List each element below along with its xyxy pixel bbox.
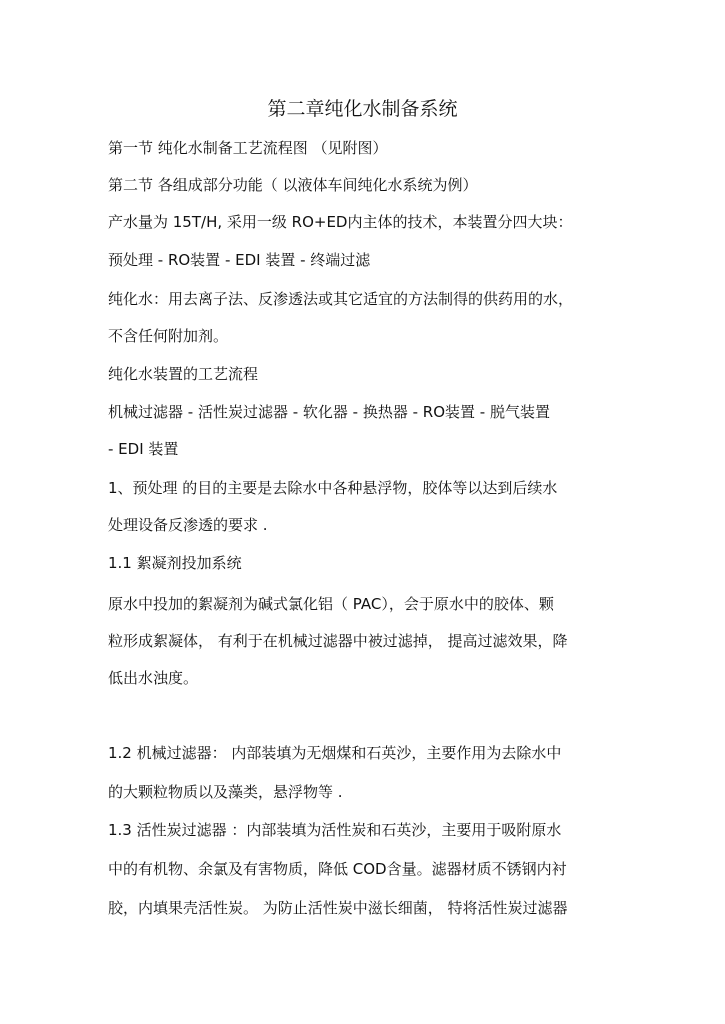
text-line: 的大颗粒物质以及藻类，悬浮物等 .	[108, 783, 343, 801]
text-line: 纯化水装置的工艺流程	[108, 365, 259, 383]
text-line: 中的有机物、余氯及有害物质，降低 COD含量。滤器材质不锈钢内衬	[108, 860, 567, 878]
page-title: 第二章纯化水制备系统	[267, 98, 458, 120]
text-line: 粒形成絮凝体， 有利于在机械过滤器中被过滤掉， 提高过滤效果，降	[108, 632, 568, 650]
text-line: 第二节 各组成部分功能（ 以液体车间纯化水系统为例）	[108, 176, 478, 194]
text-line: 不含任何附加剂。	[108, 327, 229, 345]
text-line: 1.1 絮凝剂投加系统	[108, 554, 242, 572]
text-line: 原水中投加的絮凝剂为碱式氯化铝（ PAC），会于原水中的胶体、颗	[108, 595, 554, 613]
text-line: - EDI 装置	[108, 440, 179, 458]
text-line: 低出水浊度。	[108, 669, 199, 687]
text-line: 第一节 纯化水制备工艺流程图 （见附图）	[108, 139, 388, 157]
text-line: 机械过滤器 - 活性炭过滤器 - 软化器 - 换热器 - RO装置 - 脱气装置	[108, 403, 550, 421]
text-line: 预处理 - RO装置 - EDI 装置 - 终端过滤	[108, 251, 371, 269]
text-line: 纯化水：用去离子法、反渗透法或其它适宜的方法制得的供药用的水，	[108, 290, 574, 308]
text-line: 1、预处理 的目的主要是去除水中各种悬浮物，胶体等以达到后续水	[108, 479, 558, 497]
text-line: 产水量为 15T/H, 采用一级 RO+ED内主体的技术，本装置分四大块：	[108, 213, 573, 231]
text-line: 1.3 活性炭过滤器 ：内部装填为活性炭和石英沙，主要用于吸附原水	[108, 821, 562, 839]
text-line: 处理设备反渗透的要求 .	[108, 516, 268, 534]
text-line: 胶，内填果壳活性炭。 为防止活性炭中滋长细菌， 特将活性炭过滤器	[108, 899, 568, 917]
text-line: 1.2 机械过滤器： 内部装填为无烟煤和石英沙，主要作用为去除水中	[108, 744, 562, 762]
